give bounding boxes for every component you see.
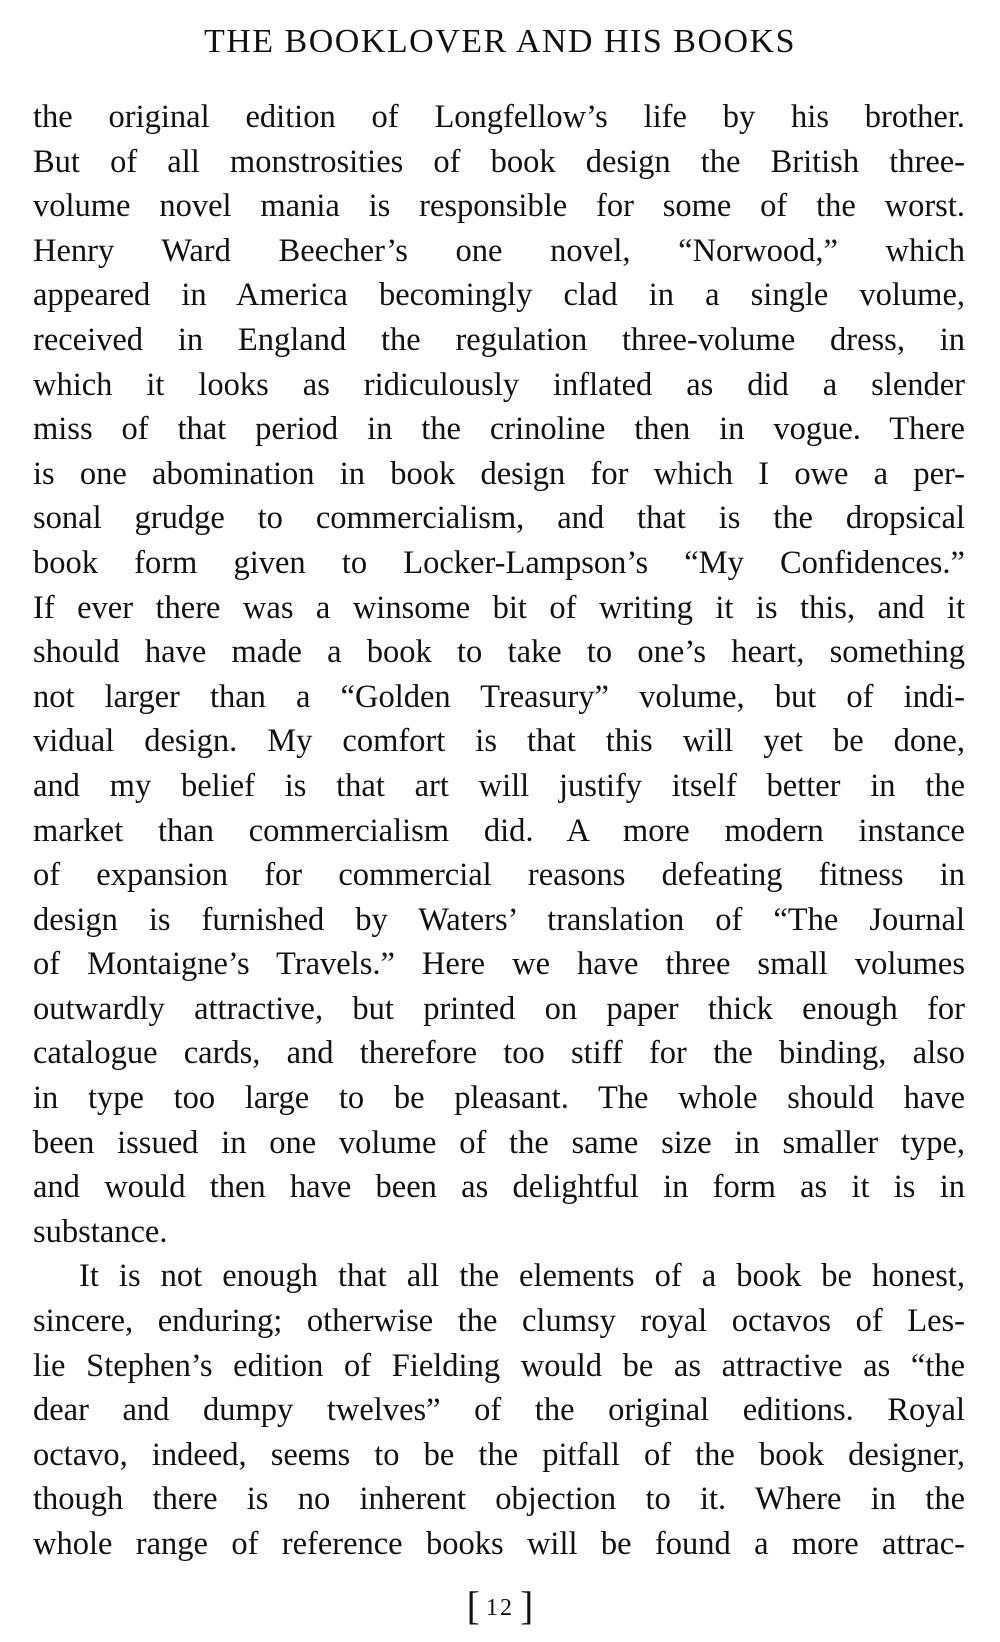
text-line: volume novel mania is responsible for some of the worst. <box>33 188 965 225</box>
text-line: substance. <box>33 1213 168 1250</box>
text-line: and my belief is that art will justify itself better in the <box>33 767 965 804</box>
text-line: It is not enough that all the elements of a book be honest, <box>79 1258 965 1295</box>
text-line: been issued in one volume of the same size in smaller type, <box>33 1124 965 1161</box>
folio-open-bracket: [ <box>466 1583 480 1628</box>
paragraph-1 <box>33 95 965 1254</box>
text-line: book form given to Locker-Lampson’s “My Confidences.” <box>33 544 965 581</box>
running-head: THE BOOKLOVER AND HIS BOOKS <box>203 23 797 60</box>
text-line: miss of that period in the crinoline then in vogue. There <box>33 411 965 448</box>
text-line: market than commercialism did. A more modern instance <box>33 812 965 849</box>
text-line: should have made a book to take to one’s heart, something <box>33 634 965 671</box>
text-line: design is furnished by Waters’ translation of “The Journal <box>33 901 965 938</box>
folio-number: 12 <box>486 1595 514 1621</box>
paragraph-2 <box>33 1254 965 1566</box>
text-line: whole range of reference books will be found a more attrac- <box>33 1526 965 1562</box>
text-line: of Montaigne’s Travels.” Here we have three small volumes <box>33 946 965 983</box>
text-line: appeared in America becomingly clad in a single volume, <box>33 277 965 314</box>
text-line: though there is no inherent objection to it. Where in the <box>33 1481 965 1518</box>
text-line: which it looks as ridiculously inflated as did a slender <box>33 366 965 403</box>
text-line: and would then have been as delightful in form as it is in <box>33 1169 965 1206</box>
text-line: outwardly attractive, but printed on paper thick enough for <box>33 990 965 1027</box>
text-line: received in England the regulation three-volume dress, in <box>33 321 965 358</box>
text-line: Henry Ward Beecher’s one novel, “Norwood,” which <box>33 232 965 269</box>
text-line: vidual design. My comfort is that this will yet be done, <box>33 723 965 760</box>
text-line: octavo, indeed, seems to be the pitfall of the book designer, <box>33 1436 965 1473</box>
text-line: lie Stephen’s edition of Fielding would be as attractive as “the <box>33 1347 965 1384</box>
text-line: If ever there was a winsome bit of writing it is this, and it <box>33 589 965 626</box>
text-line: But of all monstrosities of book design the British three- <box>33 143 965 180</box>
text-line: in type too large to be pleasant. The whole should have <box>33 1080 965 1117</box>
folio-close-bracket: ] <box>520 1583 534 1628</box>
text-line: catalogue cards, and therefore too stiff for the binding, also <box>33 1035 965 1072</box>
text-line: is one abomination in book design for which I owe a per- <box>33 455 965 492</box>
text-line: dear and dumpy twelves” of the original editions. Royal <box>33 1392 965 1429</box>
text-line: not larger than a “Golden Treasury” volume, but of indi- <box>33 678 965 715</box>
text-line: sincere, enduring; otherwise the clumsy royal octavos of Les- <box>33 1303 965 1340</box>
text-line: sonal grudge to commercialism, and that is the dropsical <box>33 500 965 537</box>
page-number <box>0 1583 1000 1628</box>
text-line: of expansion for commercial reasons defeating fitness in <box>33 857 965 894</box>
body-text <box>33 95 965 1567</box>
text-line: the original edition of Longfellow’s life by his brother. <box>33 99 965 135</box>
